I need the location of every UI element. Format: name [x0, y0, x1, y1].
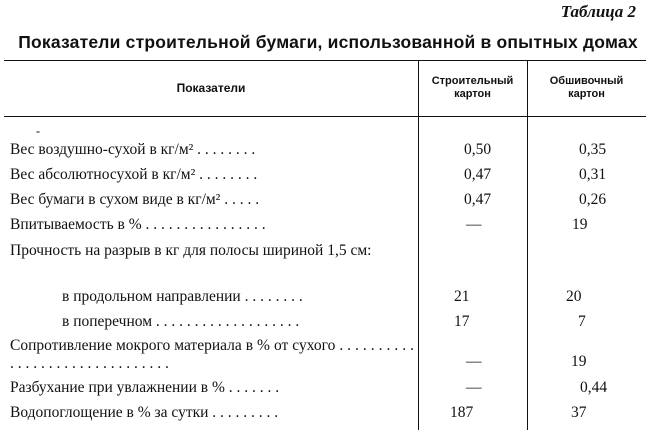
value-sheathing: 0,44: [580, 379, 608, 396]
row-label: Вес бумаги в сухом виде в кг/м² . . . . .: [10, 191, 260, 208]
header-indicators: Показатели: [176, 80, 246, 95]
header-building-cardboard: Строительный картон: [431, 75, 514, 100]
row-label: Сопротивление мокрого материала в % от сухого . . . . . . . . . . . . . . . . . . . . . . . . . . . . . . .: [10, 337, 414, 372]
header-sheathing-cardboard: Обшивочный картон: [549, 75, 624, 100]
value-sheathing: 19: [572, 216, 588, 233]
value-building: 17: [454, 313, 470, 330]
value-sheathing: 7: [578, 313, 586, 330]
row-label: Водопоглощение в % за сутки . . . . . . . . .: [10, 404, 279, 421]
value-building: 21: [454, 288, 470, 305]
value-building: —: [466, 216, 482, 233]
value-building: 187: [450, 404, 474, 421]
value-sheathing: 20: [566, 288, 582, 305]
value-building: —: [466, 353, 482, 370]
value-sheathing: 0,26: [579, 191, 607, 208]
value-building: —: [466, 379, 482, 396]
value-building: 0,47: [464, 166, 492, 183]
value-sheathing: 0,35: [579, 141, 607, 158]
table-title: Показатели строительной бумаги, использованной в опытных домах: [18, 32, 638, 52]
value-sheathing: 37: [571, 404, 587, 421]
row-label: Разбухание при увлажнении в % . . . . . . .: [10, 379, 280, 396]
table-number: Таблица 2: [560, 2, 636, 21]
value-sheathing: 0,31: [579, 166, 607, 183]
row-label: Впитываемость в % . . . . . . . . . . . . . . . .: [10, 216, 266, 233]
row-label: в продольном направлении . . . . . . . .: [62, 288, 303, 305]
row-label: Прочность на разрыв в кг для полосы шириной 1,5 см:: [10, 242, 372, 259]
value-building: 0,50: [464, 141, 492, 158]
stray-mark: -: [36, 124, 40, 138]
row-label: Вес воздушно-сухой в кг/м² . . . . . . . .: [10, 141, 256, 158]
header-bottom-rule: [4, 116, 646, 117]
value-building: 0,47: [464, 191, 492, 208]
value-sheathing: 19: [571, 353, 587, 370]
row-label: в поперечном . . . . . . . . . . . . . . . . . . .: [62, 313, 300, 330]
row-label: Вес абсолютносухой в кг/м² . . . . . . . .: [10, 166, 258, 183]
